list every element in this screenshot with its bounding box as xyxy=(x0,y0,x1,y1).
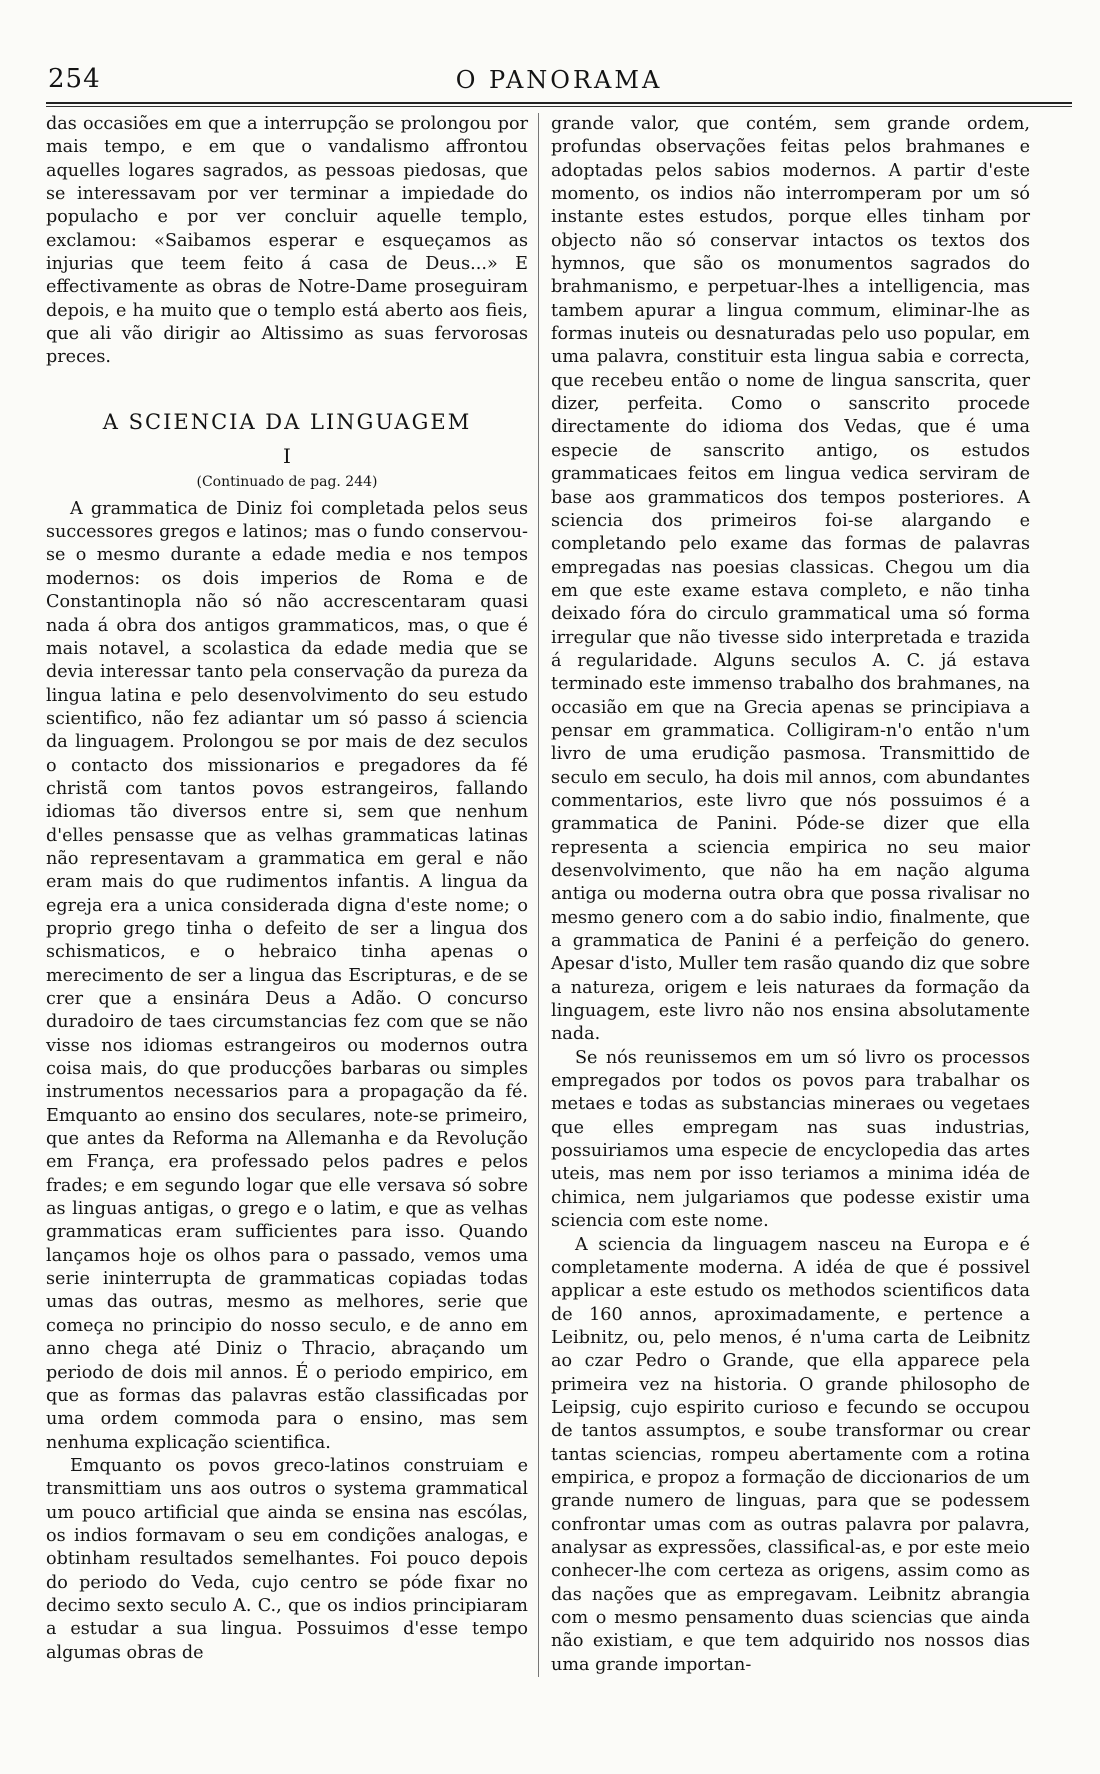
right-column xyxy=(538,113,1030,1677)
header-rule-thin xyxy=(46,106,1072,107)
section-title: A SCIENCIA DA LINGUAGEM xyxy=(102,409,472,434)
continued-note: (Continuado de pag. 244) xyxy=(196,473,378,490)
text-columns xyxy=(46,113,1072,1677)
article-continuation-paragraph: das occasiões em que a interrupção se prolongou por mais tempo, e em que o vandalismo affrontou aquelles logares sagrados, as pessoas piedosas, que se interessavam por ver terminar a impiedade do populacho e por ver concluir aquelle templo, exclamou: «Saibamos esperar e esqueçamos as injurias que teem feito á casa de Deus...» E effectivamente as obras de Notre-Dame proseguiram depois, e ha muito que o templo está aberto aos fieis, que ali vão dirigir ao Altissimo as suas fervorosas preces. xyxy=(46,114,528,368)
paragraph: A sciencia da linguagem nasceu na Europa e é completamente moderna. A idéa de que é possivel applicar a este estudo os methodos scientificos data de 160 annos, aproximadamente, e pertence a Leibnitz, ou, pelo menos, é n'uma carta de Leibnitz ao czar Pedro o Grande, que ella apparece pela primeira vez na historia. O grande philosopho de Leipsig, cujo espirito curioso e fecundo se occupou de tantos assumptos, e soube transformar ou crear tantas sciencias, rompeu abertamente com a rotina empirica, e propoz a formação de diccionarios de um grande numero de linguas, para que se podessem confrontar umas com as outras palavra por palavra, analysar as expressões, classifical-as, e por este meio conhecer-lhe com certeza as origens, assim como as das nações que as empregavam. Leibnitz abrangia com o mesmo pensamento duas sciencias que ainda não existiam, e que tem adquirido nos nossos dias uma grande importan- xyxy=(551,1234,1030,1675)
section-numeral: I xyxy=(283,443,291,468)
paragraph: A grammatica de Diniz foi completada pelos seus successores gregos e latinos; mas o fundo conservou-se o mesmo durante a edade media e nos tempos modernos: os dois imperios de Roma e de Constantinopla não só não accrescentaram quasi nada á obra dos antigos grammaticos, mas, o que é mais notavel, a scolastica da edade media que se devia interessar tanto pela conservação da pureza da lingua latina e pelo desenvolvimento do seu estudo scientifico, não fez adiantar um só passo á sciencia da linguagem. Prolongou se por mais de dez seculos o contacto dos missionarios e pregadores da fé christã com tantos povos estrangeiros, fallando idiomas tão diversos entre si, sem que nenhum d'elles pensasse que as velhas grammaticas latinas não representavam a grammatica em geral e não eram mais do que rudimentos infantis. A lingua da egreja era a unica considerada digna d'este nome; o proprio grego tinha o defeito de ser a lingua dos schismaticos, e o hebraico tinha apenas o merecimento de ser a lingua das Escripturas, e de se crer que a ensinára Deus a Adão. O concurso duradoiro de taes circumstancias fez com que se não visse nos idiomas estrangeiros ou modernos outra coisa mais, do que producções barbaras ou simples instrumentos necessarios para a propagação da fé. Emquanto ao ensino dos seculares, note-se primeiro, que antes da Reforma na Allemanha e da Revolução em França, era professado pelos padres e pelos frades; e em segundo logar que elle versava só sobre as linguas antigas, o grego e o latim, e que as velhas grammaticas eram sufficientes para isso. Quando lançamos hoje os olhos para o passado, vemos uma serie ininterrupta de grammaticas copiadas todas umas das outras, mesmo as melhores, serie que começa no principio do nosso seculo, e de anno em anno chega até Diniz o Thracio, abraçando um periodo de dois mil annos. É o periodo empirico, em que as formas das palavras estão classificadas por uma ordem commoda para o ensino, mas sem nenhuma explicação scientifica. xyxy=(46,498,528,1453)
running-head: O PANORAMA xyxy=(455,66,663,94)
page-header xyxy=(46,58,1072,98)
header-rule xyxy=(46,102,1072,104)
paragraph: grande valor, que contém, sem grande ordem, profundas observações feitas pelos brahmanes e adoptadas pelos sabios modernos. A partir d'este momento, os indios não interromperam por um só instante estes estudos, porque elles tinham por objecto não só conservar intactos os textos dos hymnos, que são os monumentos sagrados do brahmanismo, e perpetuar-lhes a intelligencia, mas tambem apurar a lingua commum, eliminar-lhe as formas inuteis ou desnaturadas pelo uso popular, em uma palavra, constituir esta lingua sabia e correcta, que recebeu então o nome de lingua sanscrita, quer dizer, perfeita. Como o sanscrito procede directamente do idioma dos Vedas, que é uma especie de sanscrito antigo, os estudos grammaticaes feitos em lingua vedica serviram de base aos grammaticos dos tempos posteriores. A sciencia dos primeiros foi-se alargando e completando pelo exame das formas de palavras empregadas nas poesias classicas. Chegou um dia em que este exame estava completo, e não tinha deixado fóra do circulo grammatical uma só forma irregular que não tivesse sido interpretada e trazida á regularidade. Alguns seculos A. C. já estava terminado este immenso trabalho dos brahmanes, na occasião em que na Grecia apenas se principiava a pensar em grammatica. Colligiram-n'o então n'um livro de uma erudição pasmosa. Transmittido de seculo em seculo, ha dois mil annos, com abundantes commentarios, este livro que nós possuimos é a grammatica de Panini. Póde-se dizer que ella representa a sciencia empirica no seu maior desenvolvimento, que não ha em nação alguma antiga ou moderna outra obra que possa rivalisar no mesmo genero com a do sabio indio, finalmente, que a grammatica de Panini é a perfeição do genero. Apesar d'isto, Muller tem rasão quando diz que sobre a natureza, origem e leis naturaes da formação da linguagem, este livro não nos ensina absolutamente nada. xyxy=(551,114,1030,1045)
paragraph: Se nós reunissemos em um só livro os processos empregados por todos os povos para trabalhar os metaes e todas as substancias mineraes ou vegetaes que elles empregam nas suas industrias, possuiriamos uma especie de encyclopedia das artes uteis, mas nem por isso teriamos a minima idéa de chimica, nem julgariamos que podesse existir uma sciencia com este nome. xyxy=(551,1047,1030,1232)
paragraph: Emquanto os povos greco-latinos construiam e transmittiam uns aos outros o systema grammatical um pouco artificial que ainda se ensina nas escólas, os indios formavam o seu em condições analogas, e obtinham resultados semelhantes. Foi pouco depois do periodo do Veda, cujo centro se póde fixar no decimo sexto seculo A. C., que os indios principiaram a estudar a sua lingua. Possuimos d'esse tempo algumas obras de xyxy=(46,1455,528,1663)
page-number: 254 xyxy=(48,64,101,94)
left-column xyxy=(46,113,538,1677)
